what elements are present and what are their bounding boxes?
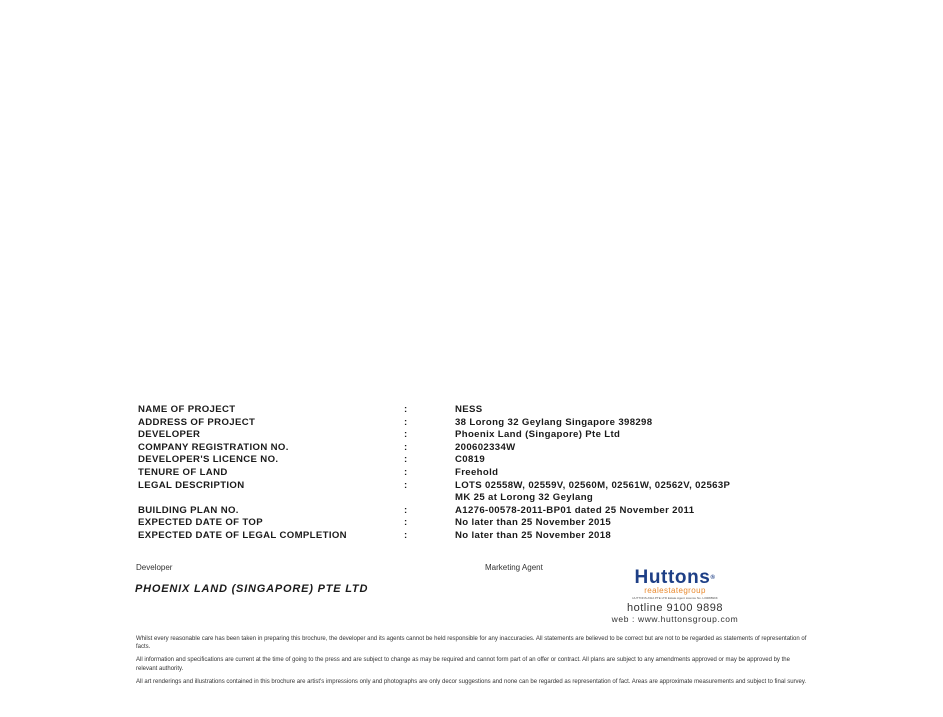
developer-name: PHOENIX LAND (SINGAPORE) PTE LTD (135, 583, 369, 595)
detail-value-line: MK 25 at Lorong 32 Geylang (455, 492, 594, 504)
detail-separator: : (404, 454, 408, 466)
detail-label: DEVELOPER'S LICENCE NO. (138, 454, 279, 466)
huttons-tagline: realestategroup (644, 586, 706, 595)
huttons-logo (595, 568, 755, 624)
detail-label: COMPANY REGISTRATION NO. (138, 441, 289, 453)
detail-value: No later than 25 November 2018 (455, 529, 612, 541)
detail-separator: : (404, 429, 408, 441)
detail-value: 38 Lorong 32 Geylang Singapore 398298 (455, 416, 653, 428)
huttons-licence: HUTTONS ASIA PTE LTD Estate Agent Licence No. L3008899K (632, 596, 718, 600)
detail-value: NESS (455, 404, 483, 415)
detail-separator: : (404, 416, 408, 428)
detail-row (138, 480, 838, 505)
detail-separator: : (404, 504, 408, 516)
detail-label: EXPECTED DATE OF TOP (138, 517, 263, 529)
detail-value: No later than 25 November 2015 (455, 517, 612, 529)
detail-row (138, 467, 838, 480)
detail-row (138, 442, 838, 455)
detail-label: ADDRESS OF PROJECT (138, 416, 256, 428)
detail-separator: : (404, 466, 408, 478)
huttons-brand (595, 568, 755, 588)
website-address: web : www.huttonsgroup.com (611, 614, 739, 624)
disclaimer-paragraph: All art renderings and illustrations contained in this brochure are artist's impressions only and photographs are only decor suggestions and none can be regarded as representation of fact. Areas are approximate measurements and subject to final survey. (136, 678, 807, 685)
disclaimer-paragraph: Whilst every reasonable care has been taken in preparing this brochure, the developer and its agents cannot be held responsible for any inaccuracies. All statements are believed to be correct but are not to be regarded as statements of representation of facts. (136, 636, 807, 651)
detail-separator: : (404, 441, 408, 453)
detail-row (138, 505, 838, 518)
detail-value: A1276-00578-2011-BP01 dated 25 November 2011 (455, 504, 695, 516)
registered-mark: ® (710, 575, 716, 581)
detail-value-line: LOTS 02558W, 02559V, 02560M, 02561W, 02562V, 02563P (455, 479, 731, 491)
detail-label: TENURE OF LAND (138, 466, 228, 478)
hotline-number: hotline 9100 9898 (627, 602, 723, 614)
huttons-brand-text: Huttons (634, 567, 711, 588)
detail-row (138, 530, 838, 543)
detail-label: NAME OF PROJECT (138, 404, 236, 415)
detail-separator: : (404, 517, 408, 529)
detail-label: EXPECTED DATE OF LEGAL COMPLETION (138, 529, 347, 541)
detail-separator: : (404, 404, 408, 415)
detail-value: 200602334W (455, 441, 516, 453)
detail-label: LEGAL DESCRIPTION (138, 479, 245, 491)
detail-row (138, 417, 838, 430)
developer-caption: Developer (136, 563, 173, 572)
detail-separator: : (404, 479, 408, 491)
project-details-table (138, 404, 838, 543)
detail-value-multiline (455, 480, 838, 505)
marketing-agent-caption: Marketing Agent (485, 563, 543, 572)
detail-value: Freehold (455, 466, 499, 478)
detail-separator: : (404, 529, 408, 541)
detail-row (138, 454, 838, 467)
detail-label: BUILDING PLAN NO. (138, 504, 239, 516)
detail-value: Phoenix Land (Singapore) Pte Ltd (455, 429, 621, 441)
detail-row (138, 404, 838, 417)
detail-row (138, 429, 838, 442)
disclaimer-block (136, 635, 808, 691)
detail-label: DEVELOPER (138, 429, 201, 441)
disclaimer-paragraph: All information and specifications are current at the time of going to the press and are subject to change as may be required and cannot form part of an offer or contract. All plans are subject to any amendments approved or may be approved by the relevant authority. (136, 657, 790, 672)
detail-value: C0819 (455, 454, 486, 466)
detail-row (138, 517, 838, 530)
